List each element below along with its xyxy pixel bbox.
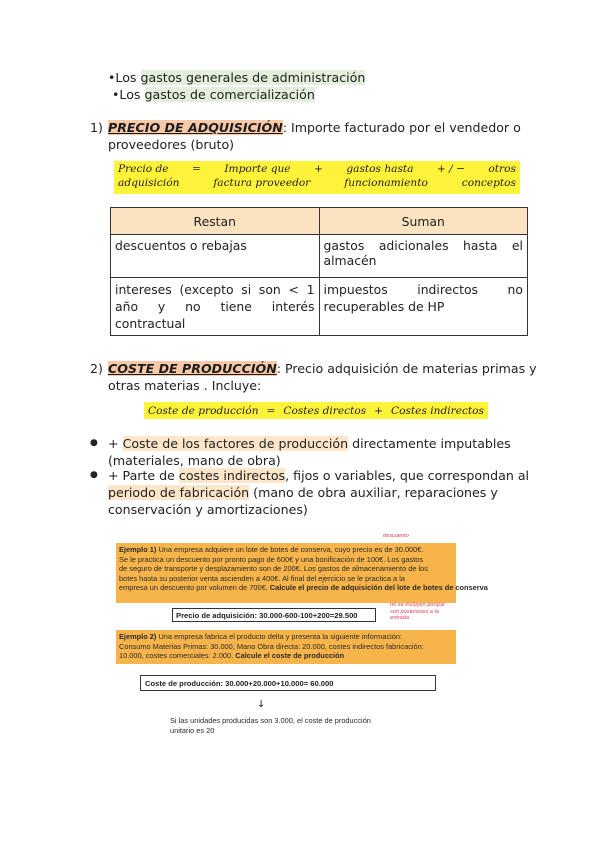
example1-box: Ejemplo 1) Una empresa adquiere un lote de botes de conserva, cuyo precio es de 30.000€. Se le practica un descuento por pronto pago de 600€ y una bonificación de 100€. Los gastos de seguro de transporte y desplazamiento son de 200€. Los gastos de almacenamiento de los botes hasta su posterior venta ascienden a 400€. Al final del ejercicio se le practica a la empresa un descuento por volumen de 700€. Calcule el precio de adquisición del lote de botes de conserva bbox=[116, 543, 456, 603]
production-cost-formula: Coste de producción = Costes directos + Costes indirectos bbox=[144, 402, 488, 419]
section1-number: 1) bbox=[90, 120, 103, 135]
intro-line-admin: •Los gastos generales de administración bbox=[108, 70, 366, 85]
table-row bbox=[111, 235, 528, 278]
section1-title: PRECIO DE ADQUISICIÓN bbox=[108, 120, 283, 135]
section2-title: COSTE DE PRODUCCIÓN bbox=[108, 361, 277, 376]
annotation-side: no se incluyen porque son posteriores a la entrada bbox=[390, 602, 445, 621]
example1-question: Calcule el precio de adquisición del lote de botes de conserva bbox=[269, 583, 488, 593]
section2-number: 2) bbox=[90, 361, 103, 376]
example2-question: Calcule el coste de producción bbox=[235, 651, 345, 661]
example2-box: Ejemplo 2) Una empresa fabrica el producto delta y presenta la siguiente información: Consumo Materias Primas: 30.000, Mano Obra directa: 20.000, costes indirectos fabricación: 10.000, costes comerciales: 2.000. Calcule el coste de producción bbox=[116, 630, 456, 664]
arrow-down-icon: ↓ bbox=[257, 699, 266, 710]
example1-label: Ejemplo 1) bbox=[119, 545, 157, 554]
acquisition-formula: Precio de = Importe que + gastos hasta + / − otros adquisición factura proveedor funcionamiento conceptos bbox=[114, 161, 520, 194]
table-header-row bbox=[111, 208, 528, 235]
table-cell: gastos adicionales hasta el almacén bbox=[319, 235, 528, 278]
table-cell: impuestos indirectos no recuperables de HP bbox=[319, 278, 528, 336]
bullet-dot-icon: ● bbox=[90, 438, 98, 448]
table-row bbox=[111, 278, 528, 336]
bullet-direct-costs: + Coste de los factores de producción directamente imputables (materiales, mano de obra) bbox=[108, 436, 511, 468]
highlight-commercial: gastos de comercialización bbox=[144, 87, 315, 102]
annotation-descuento: descuento bbox=[383, 533, 409, 539]
table-cell: descuentos o rebajas bbox=[111, 235, 320, 278]
unit-cost-note: Si las unidades producidas son 3.000, el coste de producción unitario es 20 bbox=[170, 716, 371, 735]
highlight-admin: gastos generales de administración bbox=[140, 70, 366, 85]
example1-answer: Precio de adquisición: 30.000-600-100+200=29.500 bbox=[172, 608, 376, 622]
bullet-indirect-costs: + Parte de costes indirectos, fijos o variables, que correspondan al periodo de fabricación (mano de obra auxiliar, reparaciones y conservación y amortizaciones) bbox=[108, 468, 530, 517]
section1-paragraph: PRECIO DE ADQUISICIÓN: Importe facturado por el vendedor o proveedores (bruto) bbox=[108, 120, 521, 152]
restan-suman-table bbox=[110, 207, 528, 336]
header-restan: Restan bbox=[111, 208, 320, 235]
intro-line-commercial: •Los gastos de comercialización bbox=[112, 87, 315, 102]
example2-label: Ejemplo 2) bbox=[119, 632, 157, 641]
table-cell: intereses (excepto si son < 1 año y no tiene interés contractual bbox=[111, 278, 320, 336]
example2-answer: Coste de producción: 30.000+20.000+10.000= 60.000 bbox=[140, 675, 436, 691]
section2-paragraph: COSTE DE PRODUCCIÓN: Precio adquisición de materias primas y otras materias . Incluye: bbox=[108, 361, 537, 393]
bullet-dot-icon: ● bbox=[90, 470, 98, 480]
header-suman: Suman bbox=[319, 208, 528, 235]
